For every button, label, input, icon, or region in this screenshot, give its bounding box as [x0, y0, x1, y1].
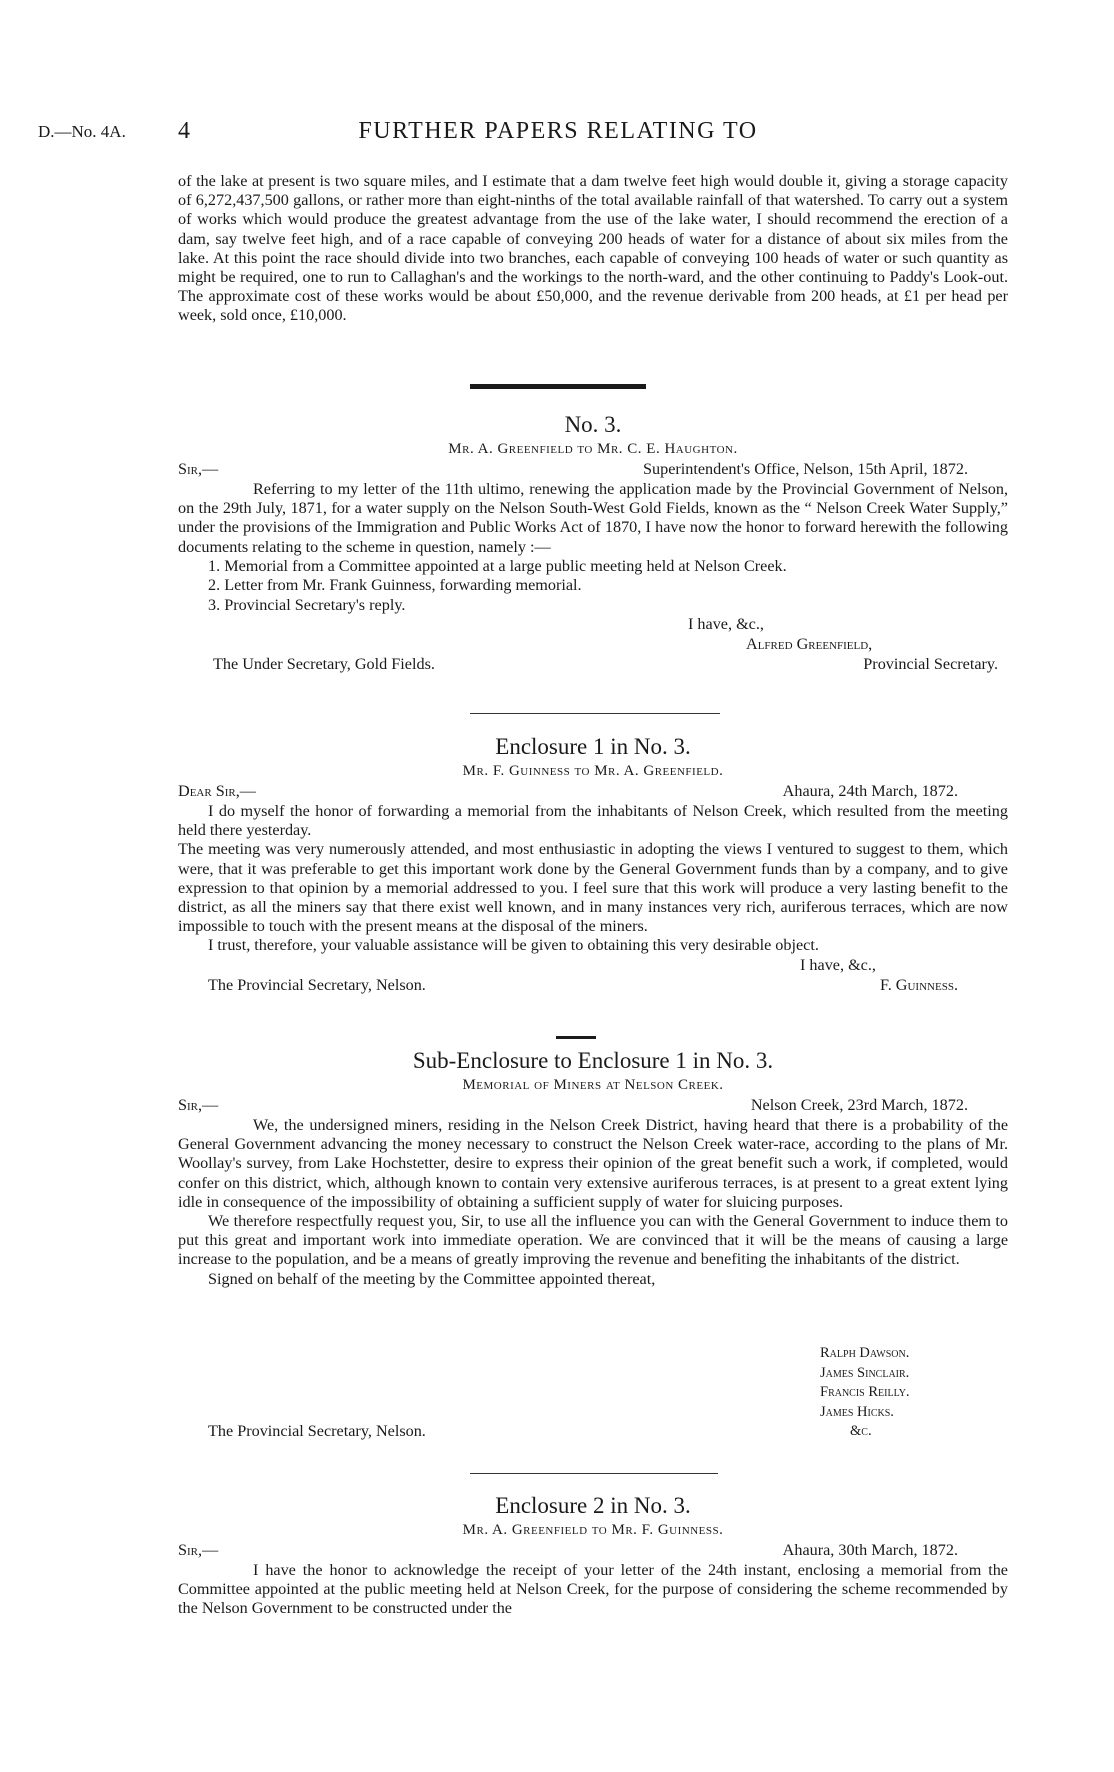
signatory: &c. [850, 1423, 872, 1439]
enc1-closing-row [178, 956, 1008, 976]
page-header [38, 120, 1078, 150]
subenc-addressee-row [178, 1422, 1008, 1442]
subenc-place-date: Nelson Creek, 23rd March, 1872. [750, 1096, 968, 1114]
subenc-salutation: Sir,— [178, 1096, 219, 1114]
enc2-heading: Enclosure 2 in No. 3. [495, 1493, 691, 1518]
signatory: James Hicks. [820, 1403, 894, 1420]
enc1-addressee-row [178, 976, 1008, 996]
no3-salutation: Sir,— [178, 460, 219, 478]
enc1-place-date: Ahaura, 24th March, 1872. [782, 782, 958, 800]
enc1-salutation: Dear Sir,— [178, 782, 256, 800]
subenc-paragraph: We, the undersigned miners, residing in the Nelson Creek District, having heard that there is a probability of the General Government advancing the money necessary to construct the Nelson Creek water-race, according to the plans of Mr. Woollay's survey, from Lake Hochstetter, desire to express their opinion of the great benefit such a work, if completed, would confer on this district, which, although known to contain very extensive auriferous terraces, is at present to a great extent lying idle in consequence of the impossibility of obtaining a sufficient supply of water for sluicing purposes. [178, 1116, 1008, 1211]
no3-addressee-row [178, 655, 1008, 675]
enclosure-1 [178, 734, 1008, 996]
no3-subheading: Mr. A. Greenfield to Mr. C. E. Haughton. [448, 441, 738, 457]
no3-closing-row [178, 615, 1008, 635]
enc1-signer: F. Guinness. [880, 975, 958, 994]
enc2-subheading: Mr. A. Greenfield to Mr. F. Guinness. [462, 1522, 724, 1538]
subenc-subheading: Memorial of Miners at Nelson Creek. [462, 1077, 724, 1093]
signatory: James Sinclair. [820, 1364, 910, 1381]
page-number: 4 [178, 118, 190, 144]
intro-section [178, 172, 1008, 326]
no3-salutation-row [178, 460, 1008, 480]
subenc-salutation-row [178, 1096, 1008, 1116]
enc2-body: I have the honor to acknowledge the receipt of your letter of the 24th instant, enclosing a memorial from the Committee appointed at the public meeting held at Nelson Creek, for the purpose of considering the scheme recommended by the Nelson Government to be constructed under the [178, 1561, 1008, 1618]
intro-paragraph: of the lake at present is two square miles, and I estimate that a dam twelve feet high would double it, giving a storage capacity of 6,272,437,500 gallons, or rather more than eight-ninths of the total available rainfall of that watershed. To carry out a system of works which would produce the greatest advantage from the use of the lake water, I should recommend the erection of a dam, say twelve feet high, and of a race capable of conveying 200 heads of water for a distance of about six miles from the lake. At this point the race should divide into two branches, each capable of conveying 100 heads of water or such quantity as might be required, one to run to Callaghan's and the workings to the north-ward, and the other continuing to Paddy's Look-out. The approximate cost of these works would be about £50,000, and the revenue derivable from 200 heads, at £1 per head per week, sold once, £10,000. [178, 172, 1008, 325]
no3-signer-title: Provincial Secretary. [863, 655, 998, 674]
list-item: 3. Provincial Secretary's reply. [208, 595, 406, 614]
section-divider-thick [470, 384, 646, 389]
enc2-salutation-row [178, 1541, 1008, 1561]
enc1-paragraph: The meeting was very numerously attended, and most enthusiastic in adopting the views I ventured to suggest to them, which were, that it was preferable to get this important work done by the General Government funds than by a company, and to give expression to that opinion by a memorial addressed to you. I feel sure that this work will produce a very lasting benefit to the district, as all the miners say that there exist well known, and in many instances very rich, auriferous terraces, which are now impossible to touch with the present means at the disposal of the miners. [178, 840, 1008, 936]
no3-closing: I have, &c., [688, 615, 764, 634]
enc1-paragraph: I do myself the honor of forwarding a memorial from the inhabitants of Nelson Creek, which resulted from the meeting held there yesterday. [178, 802, 1008, 840]
running-title: FURTHER PAPERS RELATING TO [358, 118, 758, 144]
no3-signer-row [178, 635, 1008, 655]
sub-enclosure [178, 1048, 1008, 1440]
no3-heading: No. 3. [564, 412, 622, 437]
enc1-closing: I have, &c., [800, 955, 876, 974]
enc1-paragraph: I trust, therefore, your valuable assistance will be given to obtaining this very desirable object. [208, 936, 819, 955]
enc1-heading: Enclosure 1 in No. 3. [495, 734, 691, 759]
enc2-place-date: Ahaura, 30th March, 1872. [782, 1541, 958, 1559]
subenc-heading: Sub-Enclosure to Enclosure 1 in No. 3. [412, 1048, 774, 1073]
section-divider [470, 1473, 718, 1474]
subenc-paragraph: Signed on behalf of the meeting by the Committee appointed thereat, [208, 1269, 656, 1288]
section-divider [470, 713, 720, 714]
no3-addressee: The Under Secretary, Gold Fields. [213, 655, 435, 674]
subenc-addressee: The Provincial Secretary, Nelson. [208, 1422, 426, 1440]
subenc-paragraph: We therefore respectfully request you, Sir, to use all the influence you can with the General Government to induce them to put this great and important work into immediate operation. We are convinced that it will be the means of causing a large increase to the population, and be a means of greatly improving the revenue and benefiting the inhabitants of the district. [178, 1212, 1008, 1269]
enc2-salutation: Sir,— [178, 1541, 219, 1559]
section-divider-short [556, 1036, 596, 1039]
no3-signer: Alfred Greenfield, [746, 635, 873, 654]
no3-place-date: Superintendent's Office, Nelson, 15th April, 1872. [643, 460, 968, 478]
enc1-salutation-row [178, 782, 1008, 802]
list-item: 2. Letter from Mr. Frank Guinness, forwarding memorial. [208, 576, 582, 595]
no3-document-list [178, 557, 1008, 616]
letter-no3 [178, 412, 1008, 675]
enc1-subheading: Mr. F. Guinness to Mr. A. Greenfield. [462, 763, 724, 779]
list-item: 1. Memorial from a Committee appointed at a large public meeting held at Nelson Creek. [208, 556, 787, 575]
enc1-addressee: The Provincial Secretary, Nelson. [208, 975, 426, 994]
document-reference: D.—No. 4A. [38, 122, 126, 141]
signatory: Ralph Dawson. [820, 1345, 910, 1361]
enclosure-2 [178, 1493, 1008, 1619]
no3-body: Referring to my letter of the 11th ultimo, renewing the application made by the Provincial Government of Nelson, on the 29th July, 1871, for a water supply on the Nelson South-West Gold Fields, known as the “ Nelson Creek Water Supply,” under the provisions of the Immigration and Public Works Act of 1870, I have now the honor to forward herewith the following documents relating to the scheme in question, namely :— [178, 480, 1008, 556]
signatory: Francis Reilly. [820, 1384, 910, 1400]
